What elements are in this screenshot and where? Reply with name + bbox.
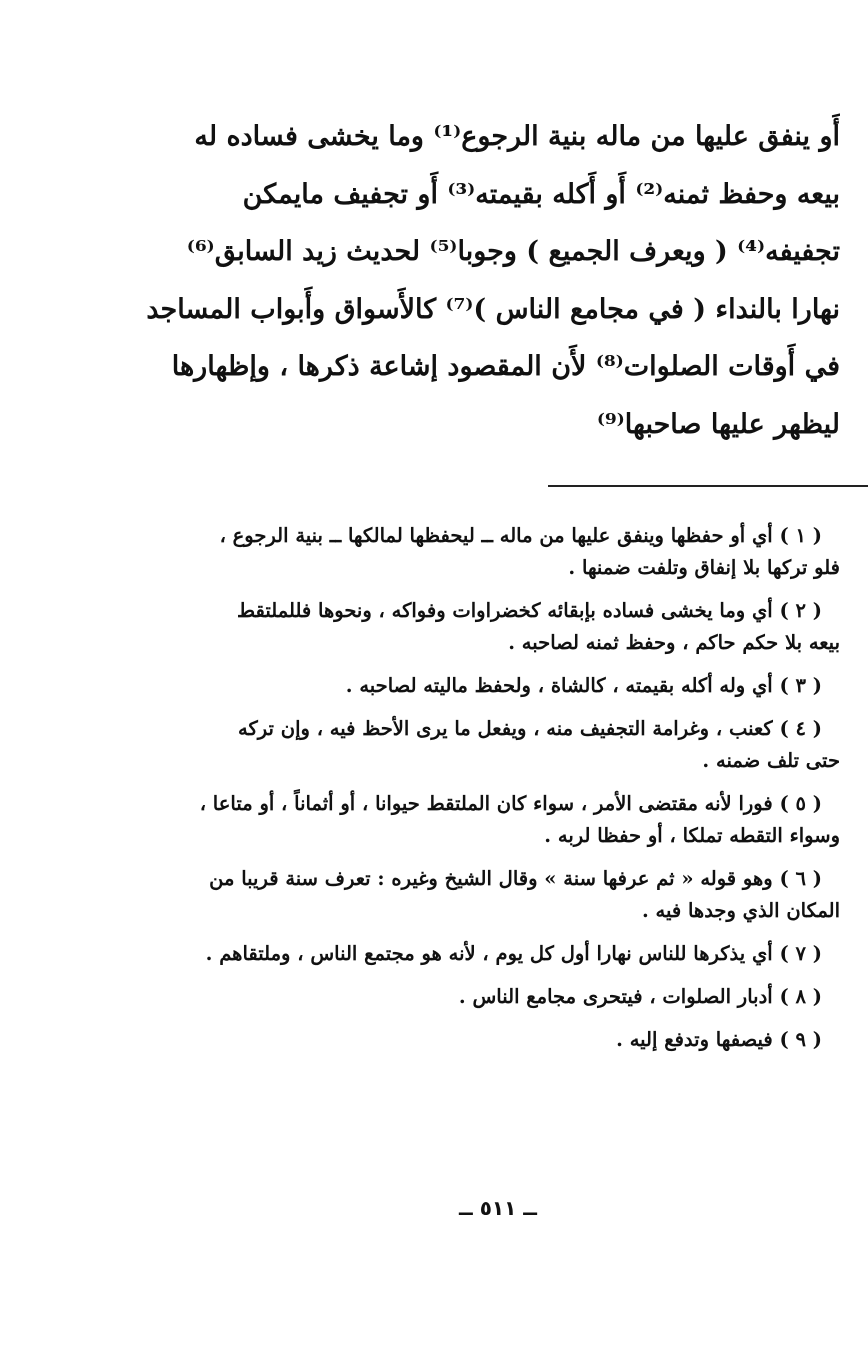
footnote-line: ( ٢ ) أي وما يخشى فساده بإبقائه كخضراوات وفواكه ، ونحوها فللملتقط: [237, 599, 822, 622]
footnote-2: [132, 595, 840, 659]
footnote-1: [132, 520, 840, 584]
footnote-7: [132, 938, 840, 970]
footnote-line: ( ٨ ) أدبار الصلوات ، فيتحرى مجامع الناس .: [458, 985, 822, 1008]
footnote-line: ( ٦ ) وهو قوله « ثم عرفها سنة » وقال الشيخ وغيره : تعرف سنة قريبا من: [209, 867, 822, 890]
main-text-line: بيعه وحفظ ثمنه⁽²⁾ أَو أَكله بقيمته⁽³⁾ أَو تجفيف مايمكن: [242, 178, 840, 210]
footnotes-section: [132, 520, 840, 1067]
footnote-line: ( ٣ ) أي وله أكله بقيمته ، كالشاة ، ولحفظ ماليته لصاحبه .: [345, 674, 822, 697]
footnote-line: ( ٤ ) كعنب ، وغرامة التجفيف منه ، ويفعل ما يرى الأحظ فيه ، وإن تركه: [238, 717, 822, 740]
footnote-8: [132, 981, 840, 1013]
footnote-line: ( ١ ) أي أو حفظها وينفق عليها من ماله ــ ليحفظها لمالكها ــ بنية الرجوع ،: [219, 524, 822, 547]
main-text-line: أَو ينفق عليها من ماله بنية الرجوع⁽¹⁾ وما يخشى فساده له: [194, 121, 840, 152]
footnote-line: ( ٩ ) فيصفها وتدفع إليه .: [616, 1028, 822, 1051]
footnote-line: حتى تلف ضمنه .: [702, 749, 840, 772]
main-text-line: في أَوقات الصلوات⁽⁸⁾ لأَن المقصود إشاعة ذكرها ، وإظهارها: [171, 351, 840, 382]
footnote-line: ( ٧ ) أي يذكرها للناس نهارا أول كل يوم ، لأنه هو مجتمع الناس ، وملتقاهم .: [205, 942, 822, 965]
main-text-line: تجفيفه⁽⁴⁾ ( ويعرف الجميع ) وجوبا⁽⁵⁾ لحديث زيد السابق⁽⁶⁾: [186, 236, 840, 267]
footnote-line: ( ٥ ) فورا لأنه مقتضى الأمر ، سواء كان الملتقط حيوانا ، أو أثماناً ، أو متاعا ،: [199, 792, 822, 815]
main-text-block: [120, 108, 840, 453]
footnote-line: المكان الذي وجدها فيه .: [641, 899, 840, 922]
footnote-4: [132, 713, 840, 777]
footnote-5: [132, 788, 840, 852]
footnote-9: [132, 1024, 840, 1056]
main-text-line: نهارا بالنداء ( في مجامع الناس )⁽⁷⁾ كالأَسواق وأَبواب المساجد: [146, 293, 840, 325]
footnote-line: وسواء التقطه تملكا ، أو حفظا لربه .: [544, 824, 840, 847]
footnote-6: [132, 863, 840, 927]
footnote-line: فلو تركها بلا إنفاق وتلفت ضمنها .: [568, 556, 840, 579]
main-text-line: ليظهر عليها صاحبها⁽⁹⁾: [596, 408, 840, 440]
footnote-line: بيعه بلا حكم حاكم ، وحفظ ثمنه لصاحبه .: [508, 631, 840, 654]
footnote-separator-rule: [548, 485, 868, 487]
page-number: ــ ٥١١ ــ: [459, 1196, 537, 1220]
footnote-3: [132, 670, 840, 702]
